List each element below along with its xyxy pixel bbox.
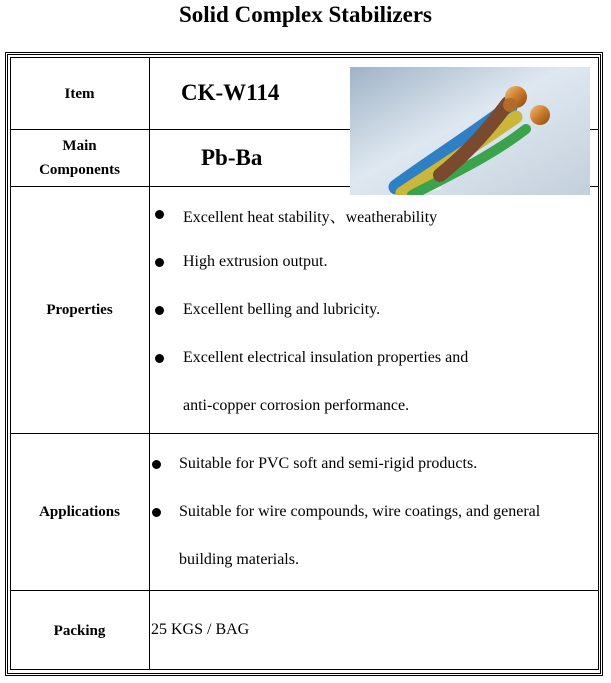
- item-label: Item: [64, 85, 95, 102]
- applications-label: Applications: [39, 504, 120, 520]
- item-value: CK-W114: [181, 80, 280, 105]
- page-title: Solid Complex Stabilizers: [178, 2, 432, 27]
- packing-label: Packing: [53, 622, 106, 639]
- packing-value: 25 KGS / BAG: [151, 621, 250, 638]
- application-item: Suitable for PVC soft and semi-rigid products.: [179, 455, 478, 472]
- column-divider: [149, 57, 150, 670]
- bullet-icon: [155, 354, 164, 363]
- bullet-icon: [155, 306, 164, 315]
- main-components-label-line1: Main: [62, 138, 97, 154]
- bullet-icon: [155, 258, 164, 267]
- main-components-label: [10, 130, 149, 186]
- main-components-label-line2: Components: [39, 162, 120, 178]
- property-item-continued: anti-copper corrosion performance.: [183, 397, 410, 414]
- bullet-icon: [155, 210, 164, 219]
- property-item: Excellent electrical insulation properties and: [183, 349, 469, 366]
- product-image: [350, 67, 590, 195]
- application-item-continued: building materials.: [179, 551, 299, 568]
- property-item: Excellent heat stability、weatherability: [183, 209, 438, 226]
- property-item: High extrusion output.: [183, 253, 328, 270]
- bullet-icon: [152, 508, 161, 517]
- properties-label: Properties: [46, 302, 113, 318]
- property-item: Excellent belling and lubricity.: [183, 301, 381, 318]
- application-item: Suitable for wire compounds, wire coatings, and general: [179, 503, 541, 520]
- bullet-icon: [152, 460, 161, 469]
- wire-cable-icon: [350, 67, 590, 195]
- main-components-value: Pb-Ba: [201, 145, 263, 170]
